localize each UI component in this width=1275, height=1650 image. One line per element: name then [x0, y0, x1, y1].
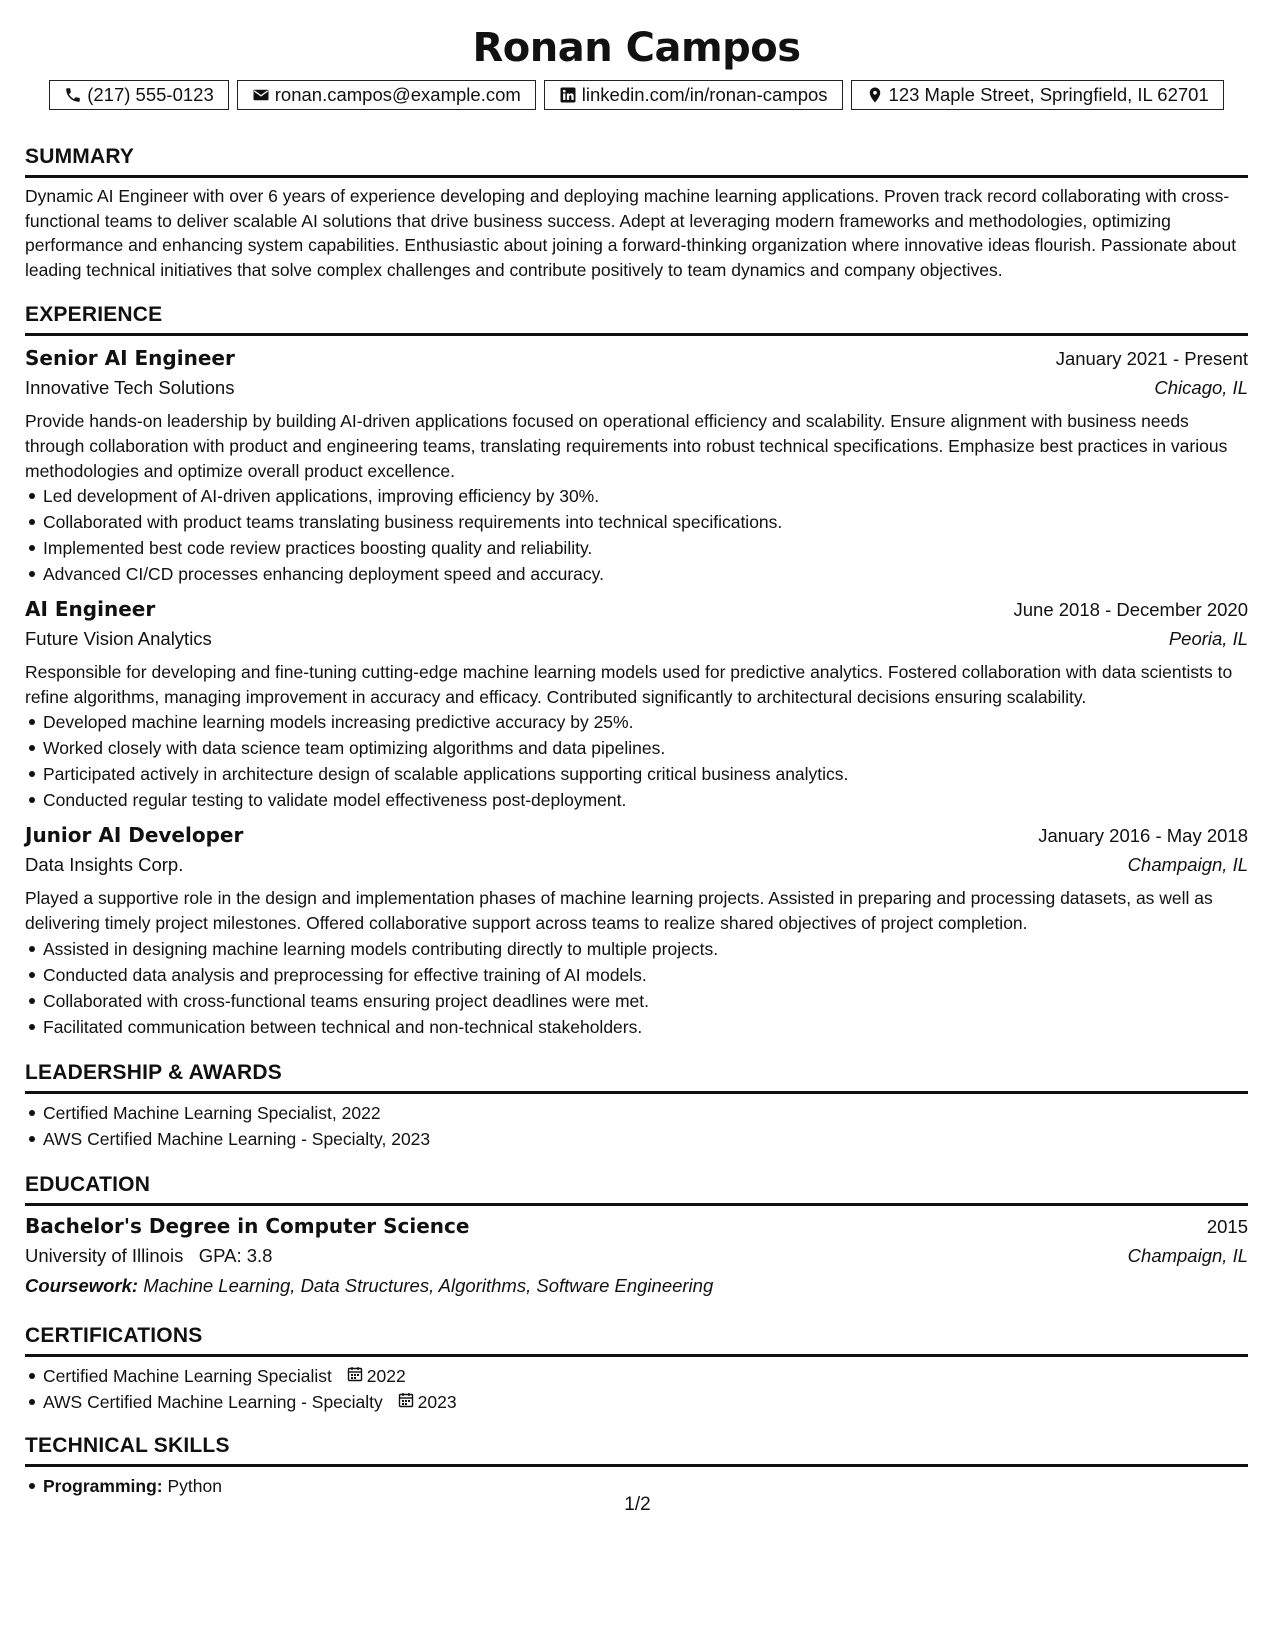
job-dates: June 2018 - December 2020 — [1013, 599, 1248, 621]
list-item: Led development of AI-driven applications, improving efficiency by 30%. — [43, 483, 1248, 509]
skill-category: Programming: — [43, 1475, 163, 1496]
list-item — [43, 1363, 1248, 1389]
education-entry — [25, 1212, 1248, 1301]
job-description: Responsible for developing and fine-tuning cutting-edge machine learning models used for predictive analytics. Fostered collaboration with data scientists to refine algorithms, managing improvement in accuracy and efficacy. Contributed significantly to architectural decisions ensuring scalability. — [25, 662, 1233, 707]
job-description: Provide hands-on leadership by building AI-driven applications focused on operational efficiency and scalability. Ensure alignment with business needs through collaboration with product and engineering teams, translating requirements into robust technical specifications. Emphasize best practices in various methodologies and optimize overall product excellence. — [25, 411, 1228, 481]
contact-linkedin-text: linkedin.com/in/ronan-campos — [581, 84, 828, 105]
job-location: Champaign, IL — [1127, 854, 1248, 876]
linkedin-icon — [559, 86, 577, 104]
job-title: Junior AI Developer — [25, 823, 244, 848]
certification-name: AWS Certified Machine Learning - Specialty — [43, 1391, 383, 1412]
gpa: GPA: 3.8 — [198, 1244, 273, 1266]
list-item: Conducted regular testing to validate model effectiveness post-deployment. — [43, 787, 1248, 813]
job-entry — [25, 595, 1248, 813]
job-entry — [25, 344, 1248, 587]
list-item: AWS Certified Machine Learning - Specialty, 2023 — [43, 1126, 1248, 1152]
job-dates: January 2021 - Present — [1055, 348, 1248, 370]
skills-section — [25, 1433, 1248, 1499]
contact-email[interactable] — [237, 80, 536, 110]
list-item: Assisted in designing machine learning models contributing directly to multiple projects. — [43, 936, 1248, 962]
coursework-list: Machine Learning, Data Structures, Algorithms, Software Engineering — [143, 1274, 714, 1296]
contact-address[interactable] — [851, 80, 1224, 110]
list-item — [43, 1389, 1248, 1415]
skill-value: Python — [167, 1475, 222, 1496]
summary-section — [25, 144, 1248, 282]
job-company: Data Insights Corp. — [25, 854, 184, 876]
job-bullets — [25, 709, 1248, 813]
list-item: Collaborated with product teams translating business requirements into technical specifications. — [43, 509, 1248, 535]
phone-icon — [64, 86, 82, 104]
leadership-list — [25, 1100, 1248, 1152]
leadership-heading: LEADERSHIP & AWARDS — [25, 1060, 1248, 1094]
contact-linkedin[interactable] — [544, 80, 843, 110]
job-dates: January 2016 - May 2018 — [1038, 825, 1248, 847]
contact-phone[interactable] — [49, 80, 229, 110]
resume-page — [25, 22, 1248, 1499]
contact-email-text: ronan.campos@example.com — [274, 84, 521, 105]
list-item: Conducted data analysis and preprocessing for effective training of AI models. — [43, 962, 1248, 988]
list-item: Collaborated with cross-functional teams ensuring project deadlines were met. — [43, 988, 1248, 1014]
job-company: Future Vision Analytics — [25, 628, 212, 650]
certifications-section — [25, 1323, 1248, 1415]
coursework — [25, 1271, 1248, 1301]
certifications-list — [25, 1363, 1248, 1415]
certification-year: 2022 — [366, 1365, 406, 1386]
list-item: Facilitated communication between technical and non-technical stakeholders. — [43, 1014, 1248, 1040]
list-item: Developed machine learning models increasing predictive accuracy by 25%. — [43, 709, 1248, 735]
experience-section — [25, 302, 1248, 1039]
skills-heading: TECHNICAL SKILLS — [25, 1433, 1248, 1467]
job-bullets — [25, 936, 1248, 1040]
coursework-label: Coursework: — [25, 1274, 139, 1296]
experience-heading: EXPERIENCE — [25, 302, 1248, 336]
job-title: AI Engineer — [25, 597, 156, 622]
job-title: Senior AI Engineer — [25, 346, 235, 371]
map-pin-icon — [866, 86, 884, 104]
job-bullets — [25, 483, 1248, 587]
summary-text: Dynamic AI Engineer with over 6 years of experience developing and deploying machine learning applications. Proven track record collaborating with cross-functional teams to deliver scalable AI solutions that drive business success. Adept at leveraging modern frameworks and methodologies, optimizing performance and enhancing system capabilities. Enthusiastic about joining a forward-thinking organization where innovative ideas flourish. Passionate about leading technical initiatives that solve complex challenges and contribute positively to team dynamics and company objectives. — [25, 186, 1237, 280]
job-description: Played a supportive role in the design and implementation phases of machine learning projects. Assisted in preparing and processing datasets, as well as delivering timely project milestones. Offered collaborative support across teams to realize shared objectives of project completion. — [25, 888, 1213, 933]
candidate-name: Ronan Campos — [472, 25, 801, 71]
leadership-section — [25, 1060, 1248, 1152]
certifications-heading: CERTIFICATIONS — [25, 1323, 1248, 1357]
education-section — [25, 1172, 1248, 1301]
list-item: Certified Machine Learning Specialist, 2022 — [43, 1100, 1248, 1126]
graduation-year: 2015 — [1206, 1215, 1248, 1237]
degree-name: Bachelor's Degree in Computer Science — [25, 1213, 470, 1238]
contact-bar — [25, 80, 1248, 110]
list-item: Participated actively in architecture design of scalable applications supporting critical business analytics. — [43, 761, 1248, 787]
job-location: Chicago, IL — [1154, 377, 1248, 399]
contact-address-text: 123 Maple Street, Springfield, IL 62701 — [888, 84, 1209, 105]
list-item: Advanced CI/CD processes enhancing deployment speed and accuracy. — [43, 561, 1248, 587]
page-number: 1/2 — [624, 1494, 651, 1515]
job-company: Innovative Tech Solutions — [25, 377, 235, 399]
job-entry — [25, 821, 1248, 1039]
certification-year: 2023 — [417, 1391, 457, 1412]
contact-phone-text: (217) 555-0123 — [87, 84, 214, 105]
calendar-icon — [347, 1363, 363, 1389]
calendar-icon — [398, 1389, 414, 1415]
job-location: Peoria, IL — [1168, 628, 1248, 650]
certification-name: Certified Machine Learning Specialist — [43, 1365, 332, 1386]
education-heading: EDUCATION — [25, 1172, 1248, 1206]
school-location: Champaign, IL — [1127, 1244, 1248, 1266]
school-name: University of Illinois — [25, 1244, 184, 1266]
list-item: Worked closely with data science team optimizing algorithms and data pipelines. — [43, 735, 1248, 761]
summary-heading: SUMMARY — [25, 144, 1248, 178]
list-item: Implemented best code review practices boosting quality and reliability. — [43, 535, 1248, 561]
envelope-icon — [252, 86, 270, 104]
